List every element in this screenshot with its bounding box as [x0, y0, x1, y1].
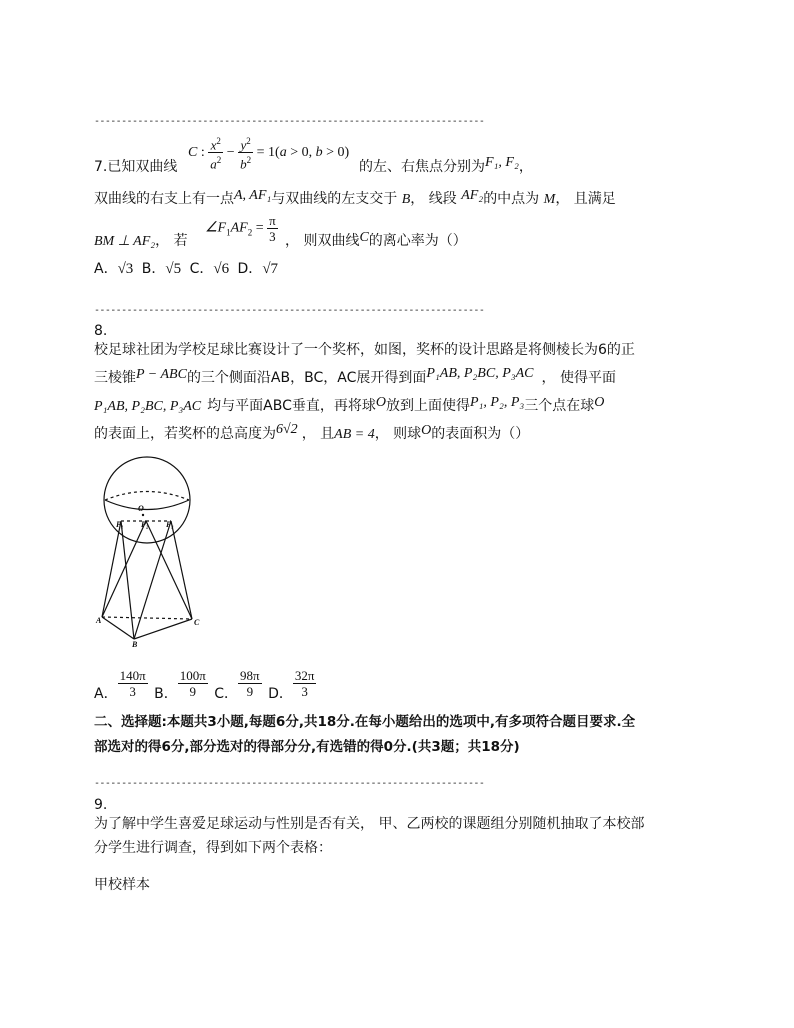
q8-option-c[interactable]: C． $\frac{98\pi}{9}$	[214, 668, 260, 702]
section2-line2: 部选对的得6分,部分选对的得部分分,有选错的得0分.(共3题；共18分)	[94, 739, 520, 755]
q8-text: 的表面上，若奖杯的总高度为	[94, 426, 276, 442]
edge-p1-a	[102, 521, 121, 617]
q8-text: ， 使得平面	[541, 370, 616, 386]
q7-segment: AF₂	[461, 188, 484, 203]
label-p2: P₂	[141, 520, 149, 529]
separator-line: ------------------------------------------------------------------------	[94, 778, 485, 789]
trophy-figure	[96, 463, 208, 649]
q7-option-a[interactable]: A．√3	[94, 261, 134, 277]
q8-text: 三个点在球	[524, 398, 595, 414]
q7-text: ， 则双曲线	[285, 233, 360, 249]
q7-point: A, AF₁	[234, 188, 272, 203]
label-a: A	[96, 616, 102, 625]
q8-faces: P₁AB, P₂BC, P₃AC	[94, 399, 202, 414]
q8-text: 的表面积为（）	[431, 426, 530, 442]
q9-line2: 分学生进行调查，得到如下两个表格：	[94, 840, 332, 856]
label-p3: P₃	[166, 520, 174, 529]
sphere-outline	[104, 457, 190, 543]
label-b: B	[132, 640, 138, 649]
separator-line: ------------------------------------------------------------------------	[94, 116, 485, 127]
q8-text: 三棱锥	[94, 370, 136, 386]
q8-text: ， 则球	[374, 426, 422, 442]
q7-text: ， 线段	[410, 191, 457, 207]
q8-number: 8.	[94, 323, 108, 339]
q7-text: 双曲线的右支上有一点	[94, 191, 234, 207]
label-p1: P₁	[116, 520, 124, 529]
q8-ab-length: AB = 4	[334, 427, 375, 442]
q7-text: 已知双曲线	[107, 159, 178, 175]
edge-p2-a	[102, 521, 146, 617]
q8-options	[94, 668, 316, 702]
q7-line1	[94, 158, 177, 176]
q8-text: 均与平面ABC垂直，再将球	[207, 398, 376, 414]
q8-line2	[94, 366, 616, 388]
q7-option-c[interactable]: C．√6	[189, 261, 230, 277]
q8-pyramid: P − ABC	[136, 367, 187, 382]
q8-line4	[94, 422, 530, 444]
q8-line1: 校足球社团为学校足球比赛设计了一个奖杯，如图，奖杯的设计思路是将侧棱长为6的正	[94, 342, 635, 358]
q7-text: ， 若	[155, 233, 188, 249]
q7-midpoint: M	[543, 192, 556, 207]
sphere-equator-back	[105, 492, 189, 501]
q7-text: 的左、右焦点分别为	[359, 159, 485, 175]
q8-text: 放到上面使得	[385, 398, 470, 414]
q8-height: 6√2	[276, 422, 298, 437]
q7-text: ，	[518, 159, 533, 175]
q7-curve: C	[359, 230, 369, 245]
q7-number: 7.	[94, 159, 108, 175]
q7-option-d[interactable]: D．√7	[237, 261, 279, 277]
q7-line1-rest	[359, 155, 533, 177]
q7-text: 的中点为	[483, 191, 540, 207]
edge-p3-c	[171, 521, 192, 619]
q8-faces: P₁AB, P₂BC, P₃AC	[426, 366, 534, 381]
q8-option-d[interactable]: D． $\frac{32\pi}{3}$	[268, 668, 315, 702]
edge-p2-c	[146, 521, 192, 619]
edge-p3-b	[134, 521, 171, 639]
center-dot	[142, 514, 144, 516]
q7-text: 的离心率为（）	[368, 233, 467, 249]
edge-ac	[102, 617, 192, 619]
q8-text: ， 且	[301, 426, 335, 442]
separator-line: ------------------------------------------------------------------------	[94, 305, 485, 316]
q9-number: 9.	[94, 797, 108, 813]
q8-option-a[interactable]: A． $\frac{140\pi}{3}$	[94, 668, 146, 702]
q7-line2	[94, 190, 616, 209]
q9-table-title: 甲校样本	[94, 877, 150, 893]
q7-text: 与双曲线的左支交于	[271, 191, 398, 207]
q7-line3	[94, 232, 188, 251]
q7-options	[94, 260, 278, 278]
q8-line3	[94, 397, 604, 416]
q7-option-b[interactable]: B．√5	[141, 261, 182, 277]
q8-option-b[interactable]: B． $\frac{100\pi}{9}$	[154, 668, 206, 702]
label-o: O	[138, 504, 144, 513]
q9-line1: 为了解中学生喜爱足球运动与性别是否有关， 甲、乙两校的课题组分别随机抽取了本校部	[94, 816, 645, 832]
q7-angle-formula: $\angle F_1AF_2$ = $\frac{\pi}{3}$	[205, 213, 276, 244]
q8-sphere: O	[594, 395, 605, 410]
label-c: C	[194, 618, 200, 627]
q7-text: ， 且满足	[555, 191, 616, 207]
q7-condition: BM ⊥ AF₂	[94, 234, 156, 249]
sphere-equator	[105, 500, 189, 510]
q8-sphere: O	[421, 423, 432, 438]
edge-ab	[102, 617, 134, 639]
q7-line3-rest	[285, 232, 467, 251]
q8-points: P₁, P₂, P₃	[469, 395, 525, 410]
q7-point-b: B	[401, 192, 411, 207]
q8-sphere: O	[375, 395, 386, 410]
section2-line1: 二、选择题:本题共3小题,每题6分,共18分.在每小题给出的选项中,有多项符合题目要求.全	[94, 714, 636, 730]
q7-foci: F₁, F₂	[485, 155, 519, 170]
edge-bc	[134, 619, 192, 639]
q8-text: 的三个侧面沿AB，BC，AC展开得到面	[186, 370, 427, 386]
q7-hyperbola-formula: C : $\frac{x^2}{a^2}$ − $\frac{y^2}{b^2}$ = 1(a > 0, b > 0)	[188, 136, 350, 172]
